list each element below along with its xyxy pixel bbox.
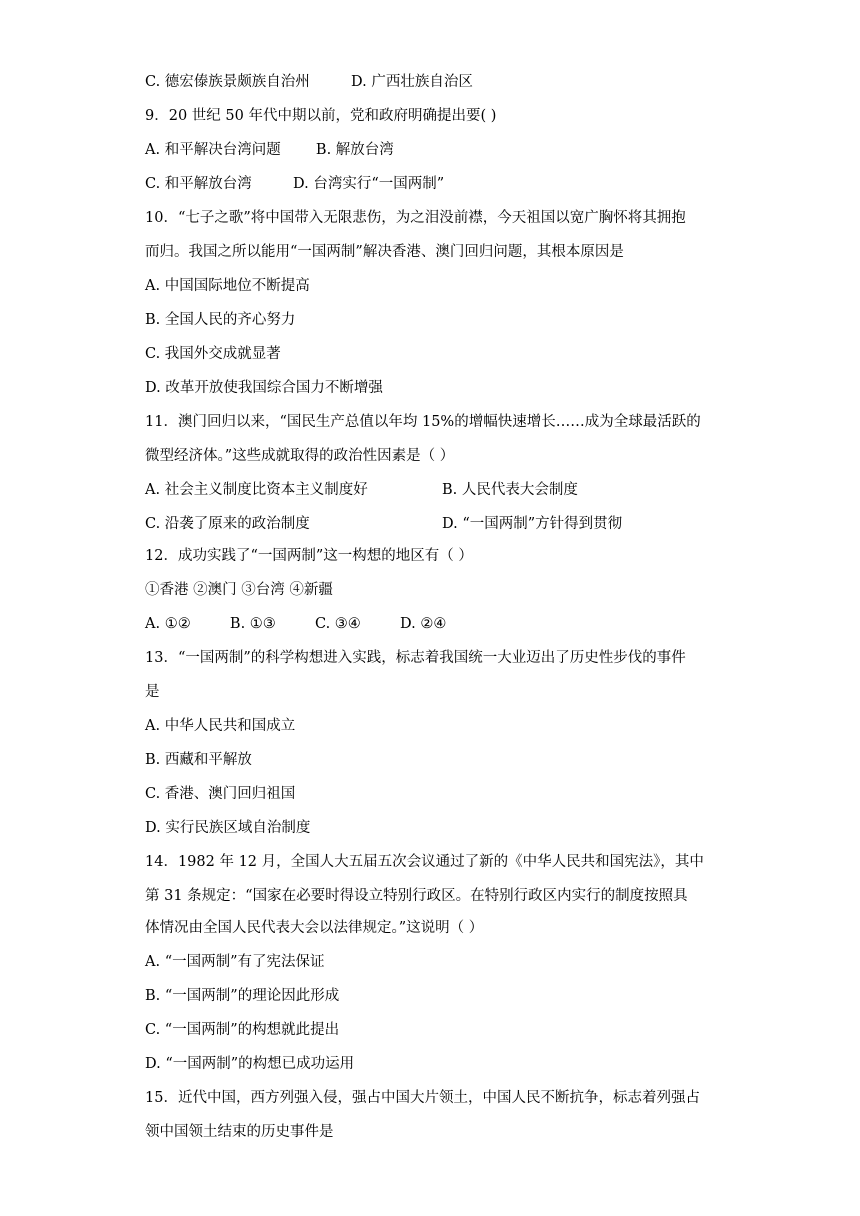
q15-stem-line-1: 15．近代中国，西方列强入侵，强占中国大片领土，中国人民不断抗争，标志着列强占 [145, 1090, 700, 1106]
q14-option-c: C. “一国两制”的构想就此提出 [145, 1022, 340, 1038]
q8-option-d: D. 广西壮族自治区 [351, 74, 473, 90]
q13-option-d: D. 实行民族区域自治制度 [145, 820, 311, 836]
q8-option-c: C. 德宏傣族景颇族自治州 [145, 74, 310, 90]
q11-stem-line-1: 11．澳门回归以来，“国民生产总值以年均 15%的增幅快速增长……成为全球最活跃的 [145, 414, 701, 430]
q12-options-row [145, 614, 446, 634]
q10-stem-line-1: 10．“七子之歌”将中国带入无限悲伤，为之泪没前襟，今天祖国以宽广胸怀将其拥抱 [145, 210, 686, 226]
q13-option-a: A. 中华人民共和国成立 [145, 718, 296, 734]
q12-stem: 12．成功实践了“一国两制”这一构想的地区有（ ） [145, 548, 473, 564]
q14-stem-line-1: 14．1982 年 12 月，全国人大五届五次会议通过了新的《中华人民共和国宪法》，其中 [145, 854, 704, 870]
q13-stem-line-2: 是 [145, 684, 160, 700]
q11-option-a: A. 社会主义制度比资本主义制度好 [145, 482, 368, 498]
q11-option-b: B. 人民代表大会制度 [442, 482, 578, 498]
q11-stem-line-2: 微型经济体。”这些成就取得的政治性因素是（ ） [145, 448, 455, 464]
q10-option-c: C. 我国外交成就显著 [145, 346, 281, 362]
q12-option-b: B. ①③ [229, 616, 276, 632]
q9-options-row-1 [145, 140, 394, 160]
q12-items: ①香港 ②澳门 ③台湾 ④新疆 [145, 582, 333, 598]
q10-stem-line-2: 而归。我国之所以能用“一国两制”解决香港、澳门回归问题，其根本原因是 [145, 244, 624, 260]
q14-option-d: D. “一国两制”的构想已成功运用 [145, 1056, 355, 1072]
q9-option-a: A. 和平解决台湾问题 [145, 142, 281, 158]
q11-option-d: D. “一国两制”方针得到贯彻 [442, 516, 623, 532]
q10-option-a: A. 中国国际地位不断提高 [145, 278, 310, 294]
q9-option-d: D. 台湾实行“一国两制” [293, 176, 445, 192]
q13-option-c: C. 香港、澳门回归祖国 [145, 786, 296, 802]
q9-stem: 9．20 世纪 50 年代中期以前，党和政府明确提出要( ) [145, 108, 497, 124]
q9-option-c: C. 和平解放台湾 [145, 176, 252, 192]
q9-option-b: B. 解放台湾 [315, 142, 394, 158]
q14-stem-line-3: 体情况由全国人民代表大会以法律规定。”这说明（ ） [145, 920, 484, 936]
q13-option-b: B. 西藏和平解放 [145, 752, 252, 768]
q12-option-c: C. ③④ [315, 616, 361, 632]
q12-option-d: D. ②④ [400, 616, 447, 632]
q12-option-a: A. ①② [145, 616, 191, 632]
q8-options-row [145, 72, 473, 92]
q10-option-b: B. 全国人民的齐心努力 [145, 312, 296, 328]
q11-option-c: C. 沿袭了原来的政治制度 [145, 516, 310, 532]
q9-options-row-2 [145, 174, 444, 194]
q10-option-d: D. 改革开放使我国综合国力不断增强 [145, 380, 383, 396]
q13-stem-line-1: 13．“一国两制”的科学构想进入实践，标志着我国统一大业迈出了历史性步伐的事件 [145, 650, 686, 666]
q14-stem-line-2: 第 31 条规定：“国家在必要时得设立特别行政区。在特别行政区内实行的制度按照具 [145, 888, 688, 904]
q14-option-a: A. “一国两制”有了宪法保证 [145, 954, 325, 970]
q15-stem-line-2: 领中国领土结束的历史事件是 [145, 1124, 334, 1140]
q14-option-b: B. “一国两制”的理论因此形成 [145, 988, 340, 1004]
